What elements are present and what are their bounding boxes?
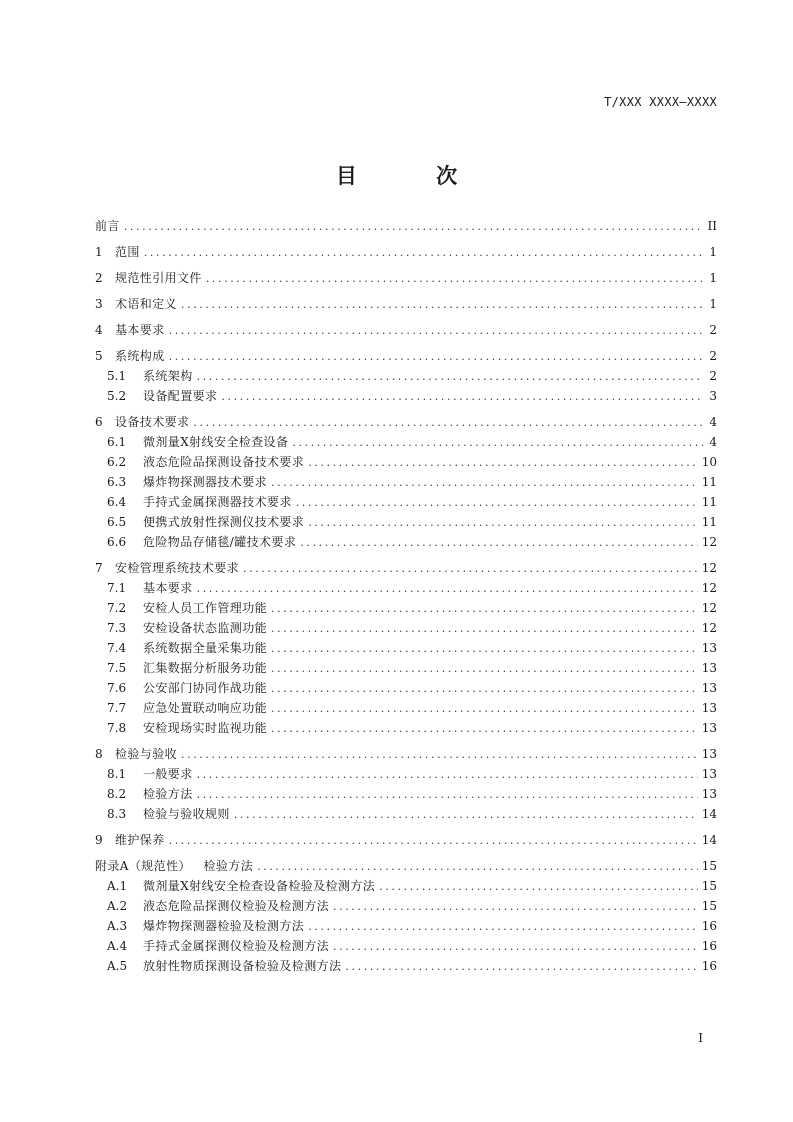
toc-entry-page: 15: [701, 859, 717, 873]
toc-entry-page: 15: [701, 899, 717, 913]
toc-entry-page: 16: [701, 939, 717, 953]
toc-entry-number: A.3: [107, 919, 128, 933]
toc-entry-label: 前言: [95, 219, 120, 233]
toc-entry[interactable]: [95, 386, 717, 406]
toc-entry-label: 设备技术要求: [115, 415, 190, 429]
toc-entry-label: 范围: [115, 245, 140, 259]
toc-entry-label: 安检设备状态监测功能: [143, 621, 268, 635]
toc-entry-label: 安检现场实时监视功能: [143, 721, 268, 735]
toc-entry[interactable]: [95, 532, 717, 552]
toc-entry[interactable]: [95, 956, 717, 976]
toc-entry-page: 1: [709, 297, 717, 311]
toc-entry-number: 7.5: [107, 661, 127, 675]
toc-entry-page: 13: [701, 641, 717, 655]
toc-entry-page: 13: [701, 787, 717, 801]
toc-entry-number: 8.1: [107, 767, 127, 781]
toc-entry-label: 系统构成: [115, 349, 165, 363]
toc-entry-label: 系统数据全量采集功能: [143, 641, 268, 655]
toc-entry-number: 4: [95, 323, 103, 337]
toc-leader-dots: [271, 599, 698, 619]
toc-entry-number: 8: [95, 747, 103, 761]
toc-leader-dots: [197, 765, 698, 785]
toc-entry-number: 6.1: [107, 435, 127, 449]
toc-leader-dots: [308, 513, 698, 533]
toc-entry-page: 12: [701, 581, 717, 595]
toc-entry-number: 2: [95, 271, 103, 285]
toc-entry-number: 6.3: [107, 475, 127, 489]
toc-entry-number: 3: [95, 297, 103, 311]
toc-entry-label: 汇集数据分析服务功能: [143, 661, 268, 675]
toc-leader-dots: [257, 857, 698, 877]
toc-entry-label: 检验方法: [143, 787, 193, 801]
toc-entry-page: 13: [701, 747, 717, 761]
toc-leader-dots: [197, 785, 698, 805]
toc-leader-dots: [206, 269, 703, 289]
toc-entry-page: 3: [709, 389, 717, 403]
toc-entry[interactable]: [95, 472, 717, 492]
toc-entry-label: 设备配置要求: [143, 389, 218, 403]
toc-entry[interactable]: [95, 784, 717, 804]
toc-entry-label: 安检管理系统技术要求: [115, 561, 240, 575]
toc-entry-number: A.5: [107, 959, 128, 973]
toc-entry-number: 7.3: [107, 621, 127, 635]
toc-entry-number: 6.6: [107, 535, 127, 549]
toc-entry-label: 液态危险品探测设备技术要求: [143, 455, 305, 469]
toc-entry-number: 8.3: [107, 807, 127, 821]
toc-entry-number: 7.4: [107, 641, 127, 655]
toc-entry-number: 7.6: [107, 681, 127, 695]
toc-entry-page: 1: [709, 271, 717, 285]
toc-leader-dots: [243, 559, 698, 579]
toc-entry-page: 15: [701, 879, 717, 893]
toc-entry[interactable]: [95, 830, 717, 850]
toc-entry-label: 应急处置联动响应功能: [143, 701, 268, 715]
toc-entry-label: 手持式金属探测仪检验及检测方法: [143, 939, 330, 953]
toc-entry-page: 16: [701, 959, 717, 973]
toc-entry[interactable]: [95, 452, 717, 472]
toc-leader-dots: [271, 659, 698, 679]
toc-entry-page: 11: [701, 515, 717, 529]
toc-leader-dots: [271, 639, 698, 659]
page-title: 目 次: [335, 164, 494, 188]
toc-entry-label: 术语和定义: [115, 297, 178, 311]
toc-entry-label: 便携式放射性探测仪技术要求: [143, 515, 305, 529]
toc-entry-page: 13: [701, 767, 717, 781]
toc-leader-dots: [169, 831, 698, 851]
toc-entry-page: 12: [701, 621, 717, 635]
toc-entry-page: 4: [709, 435, 717, 449]
toc-leader-dots: [234, 805, 698, 825]
toc-leader-dots: [300, 533, 697, 553]
toc-leader-dots: [292, 433, 703, 453]
toc-entry-label: 液态危险品探测仪检验及检测方法: [143, 899, 330, 913]
toc-entry[interactable]: [95, 876, 717, 896]
toc-entry-page: 14: [701, 807, 717, 821]
toc-entry-label: 规范性引用文件: [115, 271, 202, 285]
toc-entry-page: 10: [701, 455, 717, 469]
toc-entry-label: 基本要求: [143, 581, 193, 595]
toc-entry-label: 爆炸物探测器技术要求: [143, 475, 268, 489]
toc-entry-label: 公安部门协同作战功能: [143, 681, 268, 695]
toc-entry-number: 6.2: [107, 455, 127, 469]
toc-entry-number: 6.5: [107, 515, 127, 529]
toc-entry-number: 7.1: [107, 581, 127, 595]
toc-leader-dots: [296, 493, 698, 513]
toc-entry[interactable]: [95, 618, 717, 638]
toc-entry-label: 附录A（规范性） 检验方法: [95, 859, 254, 873]
toc-entry-label: 检验与验收规则: [143, 807, 230, 821]
toc-leader-dots: [333, 937, 698, 957]
toc-entry[interactable]: [95, 558, 717, 578]
toc-entry-label: 基本要求: [115, 323, 165, 337]
toc-entry-number: 7.2: [107, 601, 127, 615]
toc-entry-number: 6.4: [107, 495, 127, 509]
toc-leader-dots: [193, 413, 703, 433]
toc-entry[interactable]: [95, 492, 717, 512]
toc-entry[interactable]: [95, 856, 717, 876]
toc-entry-number: 5.1: [107, 369, 127, 383]
toc-leader-dots: [271, 679, 698, 699]
toc-entry-label: 安检人员工作管理功能: [143, 601, 268, 615]
toc-leader-dots: [271, 619, 698, 639]
toc-entry-number: 9: [95, 833, 103, 847]
toc-leader-dots: [221, 387, 703, 407]
toc-entry[interactable]: [95, 744, 717, 764]
table-of-contents: [95, 216, 717, 976]
toc-leader-dots: [181, 745, 698, 765]
toc-leader-dots: [169, 347, 703, 367]
toc-leader-dots: [197, 579, 698, 599]
toc-entry-page: 4: [709, 415, 717, 429]
toc-entry-number: 5: [95, 349, 103, 363]
toc-leader-dots: [124, 217, 703, 237]
toc-leader-dots: [271, 473, 698, 493]
toc-leader-dots: [345, 957, 697, 977]
toc-entry-page: 2: [709, 323, 717, 337]
toc-entry-label: 危险物品存储毯/罐技术要求: [143, 535, 297, 549]
toc-entry-label: 微剂量X射线安全检查设备检验及检测方法: [143, 879, 376, 893]
toc-entry[interactable]: [95, 512, 717, 532]
toc-entry-page: 13: [701, 661, 717, 675]
toc-entry-number: 8.2: [107, 787, 127, 801]
toc-entry[interactable]: [95, 658, 717, 678]
toc-entry-page: 11: [701, 475, 717, 489]
toc-entry[interactable]: [95, 936, 717, 956]
toc-entry-label: 维护保养: [115, 833, 165, 847]
toc-entry-label: 爆炸物探测器检验及检测方法: [143, 919, 305, 933]
toc-leader-dots: [308, 917, 698, 937]
toc-leader-dots: [308, 453, 698, 473]
toc-entry[interactable]: [95, 718, 717, 738]
toc-entry[interactable]: [95, 320, 717, 340]
toc-entry-page: 13: [701, 701, 717, 715]
toc-entry[interactable]: [95, 896, 717, 916]
toc-entry-page: 12: [701, 535, 717, 549]
toc-leader-dots: [333, 897, 698, 917]
toc-entry-label: 微剂量X射线安全检查设备: [143, 435, 289, 449]
toc-entry-number: 5.2: [107, 389, 127, 403]
toc-entry[interactable]: [95, 578, 717, 598]
toc-entry-page: 11: [701, 495, 717, 509]
toc-leader-dots: [144, 243, 703, 263]
toc-entry-page: 1: [709, 245, 717, 259]
toc-entry-label: 手持式金属探测器技术要求: [143, 495, 292, 509]
toc-entry[interactable]: [95, 216, 717, 236]
toc-entry-page: 2: [709, 369, 717, 383]
toc-entry-label: 一般要求: [143, 767, 193, 781]
toc-entry-number: 6: [95, 415, 103, 429]
toc-entry-page: 13: [701, 681, 717, 695]
toc-leader-dots: [379, 877, 698, 897]
toc-leader-dots: [271, 719, 698, 739]
standard-number: T/XXX XXXX—XXXX: [604, 95, 717, 109]
toc-entry[interactable]: [95, 764, 717, 784]
toc-entry[interactable]: [95, 268, 717, 288]
toc-leader-dots: [271, 699, 698, 719]
toc-entry-number: A.2: [107, 899, 128, 913]
toc-entry-page: 13: [701, 721, 717, 735]
toc-entry-page: 14: [701, 833, 717, 847]
toc-entry-number: A.4: [107, 939, 128, 953]
toc-entry[interactable]: [95, 638, 717, 658]
toc-entry[interactable]: [95, 598, 717, 618]
toc-entry-page: 12: [701, 601, 717, 615]
toc-entry[interactable]: [95, 432, 717, 452]
toc-entry[interactable]: [95, 294, 717, 314]
toc-entry-page: 16: [701, 919, 717, 933]
toc-entry[interactable]: [95, 346, 717, 366]
toc-entry-number: 7.7: [107, 701, 127, 715]
toc-entry[interactable]: [95, 698, 717, 718]
toc-entry-page: 12: [701, 561, 717, 575]
toc-entry-label: 系统架构: [143, 369, 193, 383]
toc-entry[interactable]: [95, 804, 717, 824]
toc-entry-number: 7: [95, 561, 103, 575]
page-number: I: [698, 1031, 703, 1045]
toc-entry[interactable]: [95, 678, 717, 698]
toc-leader-dots: [169, 321, 703, 341]
toc-entry[interactable]: [95, 242, 717, 262]
toc-entry-page: II: [707, 219, 717, 233]
toc-entry-number: 1: [95, 245, 103, 259]
toc-leader-dots: [181, 295, 703, 315]
toc-entry-label: 检验与验收: [115, 747, 178, 761]
toc-entry-page: 2: [709, 349, 717, 363]
toc-entry[interactable]: [95, 366, 717, 386]
toc-entry-number: 7.8: [107, 721, 127, 735]
toc-entry[interactable]: [95, 916, 717, 936]
toc-entry-number: A.1: [107, 879, 128, 893]
toc-entry[interactable]: [95, 412, 717, 432]
toc-leader-dots: [197, 367, 703, 387]
toc-entry-label: 放射性物质探测设备检验及检测方法: [143, 959, 342, 973]
